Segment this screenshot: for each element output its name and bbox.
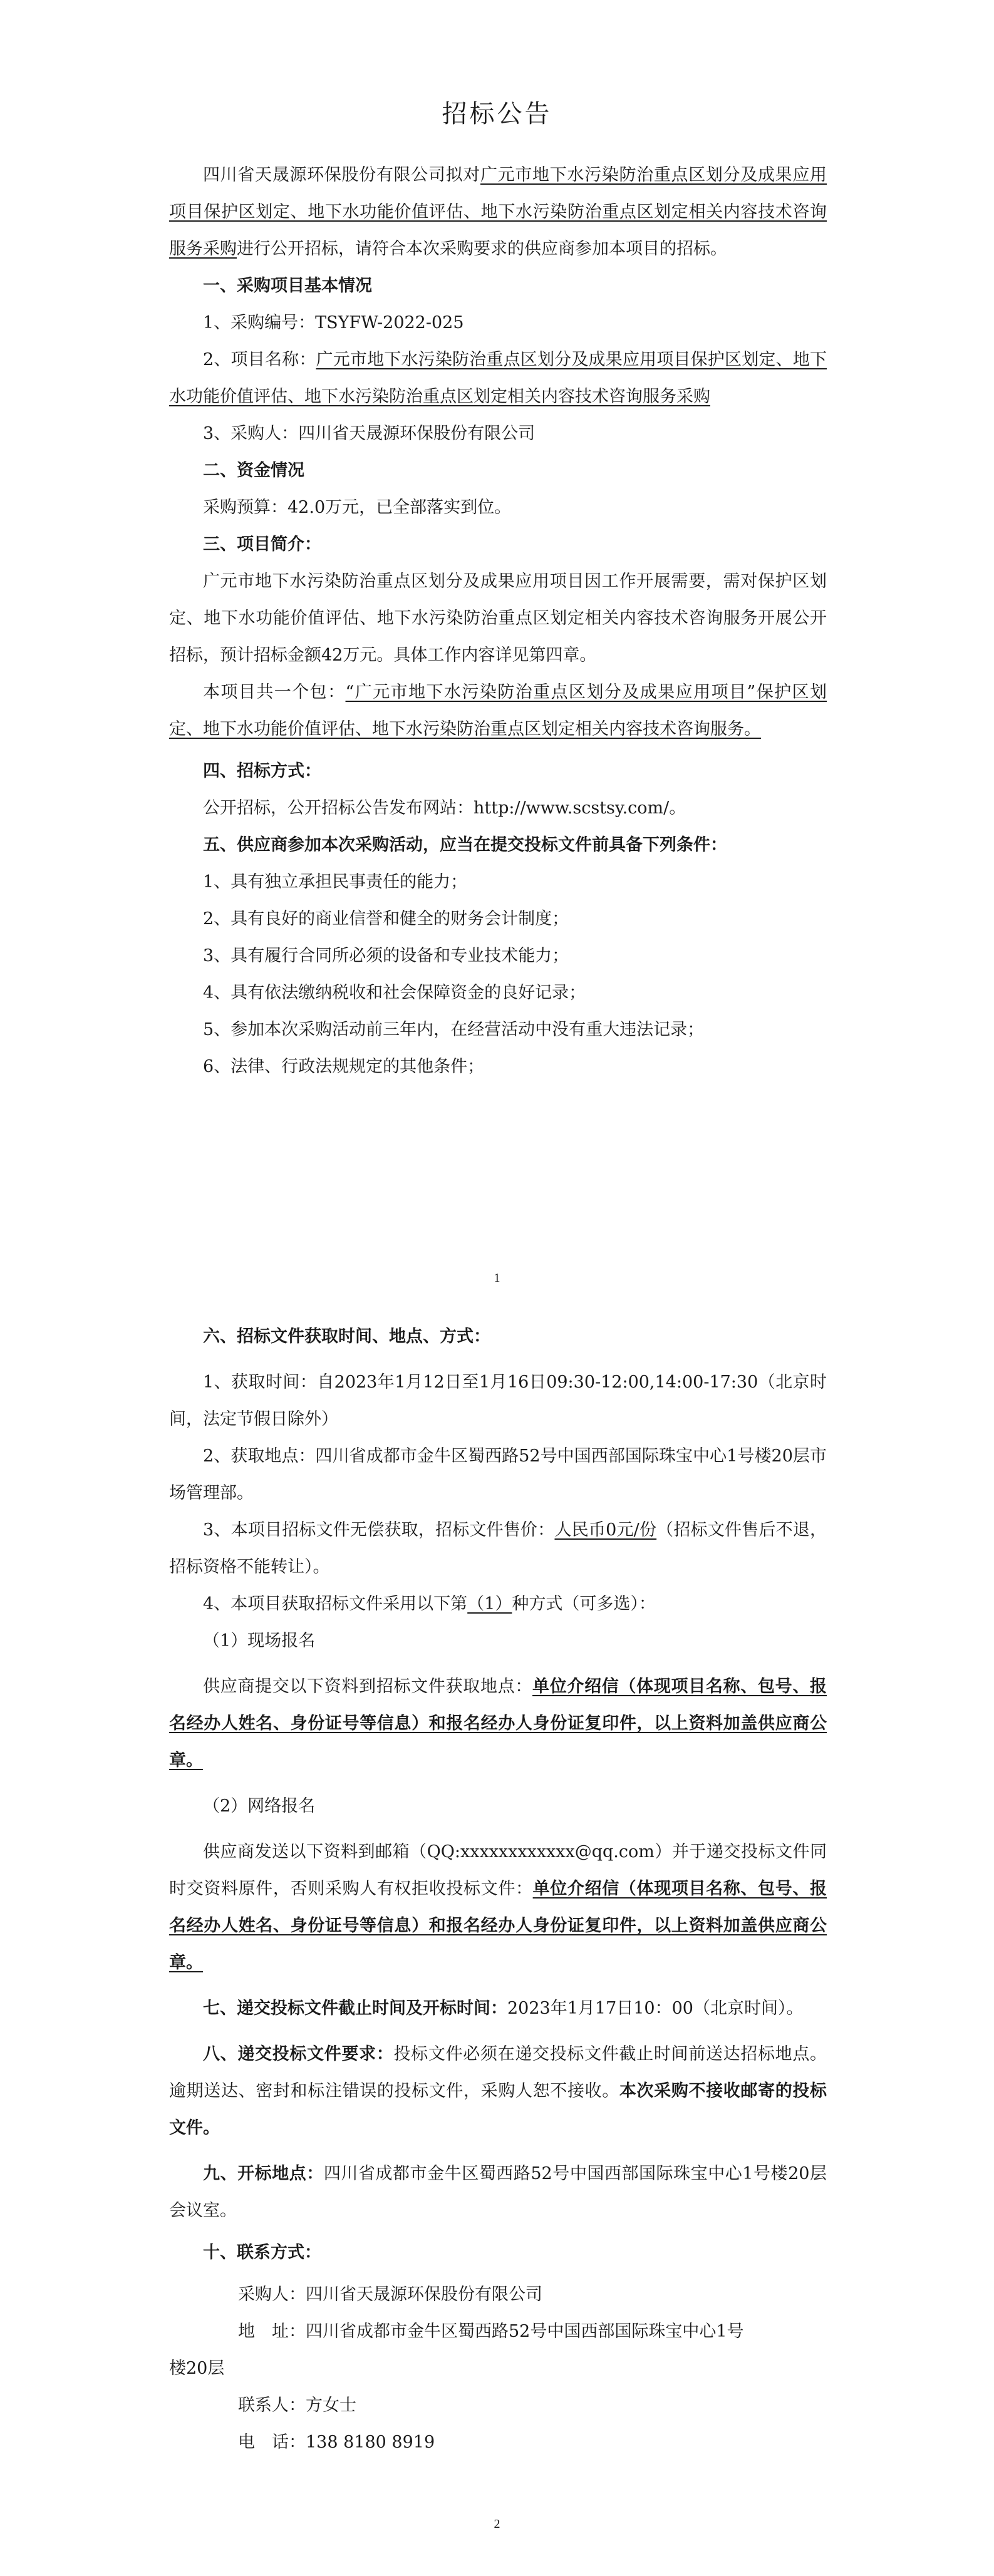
intro-paragraph: [169, 157, 827, 267]
section-3-heading: 三、项目简介：: [203, 535, 321, 554]
section-4-heading: 四、招标方式：: [203, 761, 321, 781]
online-registration-label: （2）网络报名: [203, 1796, 316, 1816]
intro-text-start: 四川省天晟源环保股份有限公司拟对: [203, 165, 480, 185]
page-2: [0, 1293, 994, 2576]
contact-address: 地 址：四川省成都市金牛区蜀西路52号中国西部国际珠宝中心1号: [238, 2322, 744, 2341]
contact-phone: 电 话：138 8180 8919: [238, 2433, 435, 2452]
acquisition-place: 2、获取地点：四川省成都市金牛区蜀西路52号中国西部国际珠宝中心1号楼20层市场管理部。: [169, 1446, 827, 1503]
opening-location-paragraph: [169, 2155, 827, 2229]
condition-item: 6、法律、行政法规规定的其他条件；: [203, 1057, 485, 1076]
condition-item: 4、具有依法缴纳税收和社会保障资金的良好记录；: [203, 983, 586, 1002]
project-name-label: 2、项目名称：: [203, 350, 316, 369]
section-5-heading: 五、供应商参加本次采购活动，应当在提交投标文件前具备下列条件：: [203, 835, 727, 855]
tender-method-text: 公开招标，公开招标公告发布网站：http://www.scstsy.com/。: [203, 798, 686, 818]
online-required-materials: 单位介绍信（体现项目名称、包号、报名经办人姓名、身份证号等信息）和报名经办人身份证复印件，以上资料加盖供应商公章。: [169, 1879, 827, 1972]
submission-requirements-paragraph: [169, 2036, 827, 2146]
deadline-paragraph: [169, 1990, 827, 2027]
page-2-content: [169, 1318, 827, 2461]
section-6-heading: 六、招标文件获取时间、地点、方式：: [203, 1327, 490, 1346]
package-name: “广元市地下水污染防治重点区划分及成果应用项目”保护区划定、地下水功能价值评估、地下水污染防治重点区划定相关内容技术咨询服务。: [169, 683, 827, 739]
condition-item: 1、具有独立承担民事责任的能力；: [203, 872, 468, 892]
acquisition-way-paragraph: [169, 1585, 827, 1622]
page-1-content: [169, 157, 827, 1085]
no-mail-notice: 本次采购不接收邮寄的投标文件。: [169, 2081, 827, 2138]
acquisition-way-suffix: 种方式（可多选）：: [512, 1594, 656, 1614]
acquisition-way-choice: （1）: [467, 1594, 512, 1614]
onsite-registration-paragraph: [169, 1668, 827, 1779]
section-10-heading: 十、联系方式：: [203, 2243, 321, 2262]
project-name-paragraph: [169, 341, 827, 415]
page-number-2: 2: [494, 2517, 500, 2531]
submission-requirements-text: 投标文件必须在递交投标文件截止时间前送达招标地点。逾期送达、密封和标注错误的投标文件，采购人恕不接收。: [169, 2044, 827, 2101]
intro-project-name: 广元市地下水污染防治重点区划分及成果应用项目保护区划定、地下水功能价值评估、地下水污染防治重点区划定相关内容技术咨询服务采购: [169, 165, 827, 259]
section-8-heading: 八、递交投标文件要求：: [203, 2044, 394, 2064]
onsite-text: 供应商提交以下资料到招标文件获取地点：: [203, 1677, 533, 1696]
online-registration-paragraph: [169, 1833, 827, 1981]
section-2-heading: 二、资金情况: [203, 461, 304, 480]
document-fee-paragraph: [169, 1512, 827, 1585]
online-text: 供应商发送以下资料到邮箱（QQ:xxxxxxxxxxxx@qq.com）并于递交投标文件同时交资料原件，否则采购人有权拒收投标文件：: [169, 1842, 827, 1899]
section-1-heading: 一、采购项目基本情况: [203, 276, 372, 296]
document-fee-value: 人民币0元/份: [554, 1520, 657, 1540]
document-fee-note: （招标文件售后不退，招标资格不能转让）。: [169, 1520, 827, 1577]
procurement-number: 1、采购编号：TSYFW-2022-025: [203, 313, 464, 332]
contact-person: 联系人：方女士: [238, 2396, 356, 2415]
section-7-heading: 七、递交投标文件截止时间及开标时间：: [203, 1999, 507, 2018]
page-number-1: 1: [494, 1271, 500, 1285]
budget-text: 采购预算：42.0万元，已全部落实到位。: [203, 498, 512, 517]
document-fee-text: 3、本项目招标文件无偿获取，招标文件售价：: [203, 1520, 555, 1540]
onsite-required-materials: 单位介绍信（体现项目名称、包号、报名经办人姓名、身份证号等信息）和报名经办人身份证复印件，以上资料加盖供应商公章。: [169, 1677, 827, 1770]
onsite-registration-label: （1）现场报名: [203, 1631, 316, 1651]
condition-item: 5、参加本次采购活动前三年内，在经营活动中没有重大违法记录；: [203, 1020, 705, 1039]
package-text: 本项目共一个包：: [203, 683, 346, 702]
document-title: 招标公告: [442, 100, 552, 128]
opening-location-text: 四川省成都市金牛区蜀西路52号中国西部国际珠宝中心1号楼20层会议室。: [169, 2164, 827, 2220]
condition-item: 2、具有良好的商业信誉和健全的财务会计制度；: [203, 909, 569, 929]
project-intro-paragraph: 广元市地下水污染防治重点区划分及成果应用项目因工作开展需要，需对保护区划定、地下水功能价值评估、地下水污染防治重点区划定相关内容技术咨询服务开展公开招标，预计招标金额42万元。具体工作内容详见第四章。: [169, 572, 827, 665]
intro-text-end: 进行公开招标，请符合本次采购要求的供应商参加本项目的招标。: [237, 239, 727, 259]
project-name-value: 广元市地下水污染防治重点区划分及成果应用项目保护区划定、地下水功能价值评估、地下水污染防治重点区划定相关内容技术咨询服务采购: [169, 350, 827, 406]
deadline-text: 2023年1月17日10：00（北京时间）。: [507, 1999, 804, 2018]
section-9-heading: 九、开标地点：: [203, 2164, 324, 2183]
purchaser: 3、采购人：四川省天晟源环保股份有限公司: [203, 424, 536, 443]
acquisition-way-text: 4、本项目获取招标文件采用以下第: [203, 1594, 468, 1614]
contact-address-continued: 楼20层: [169, 2359, 225, 2378]
package-paragraph: [169, 674, 827, 748]
contact-purchaser: 采购人：四川省天晟源环保股份有限公司: [238, 2285, 542, 2304]
condition-item: 3、具有履行合同所必须的设备和专业技术能力；: [203, 946, 569, 966]
acquisition-time: 1、获取时间：自2023年1月12日至1月16日09:30-12:00,14:00-17:30（北京时间，法定节假日除外）: [169, 1373, 827, 1429]
